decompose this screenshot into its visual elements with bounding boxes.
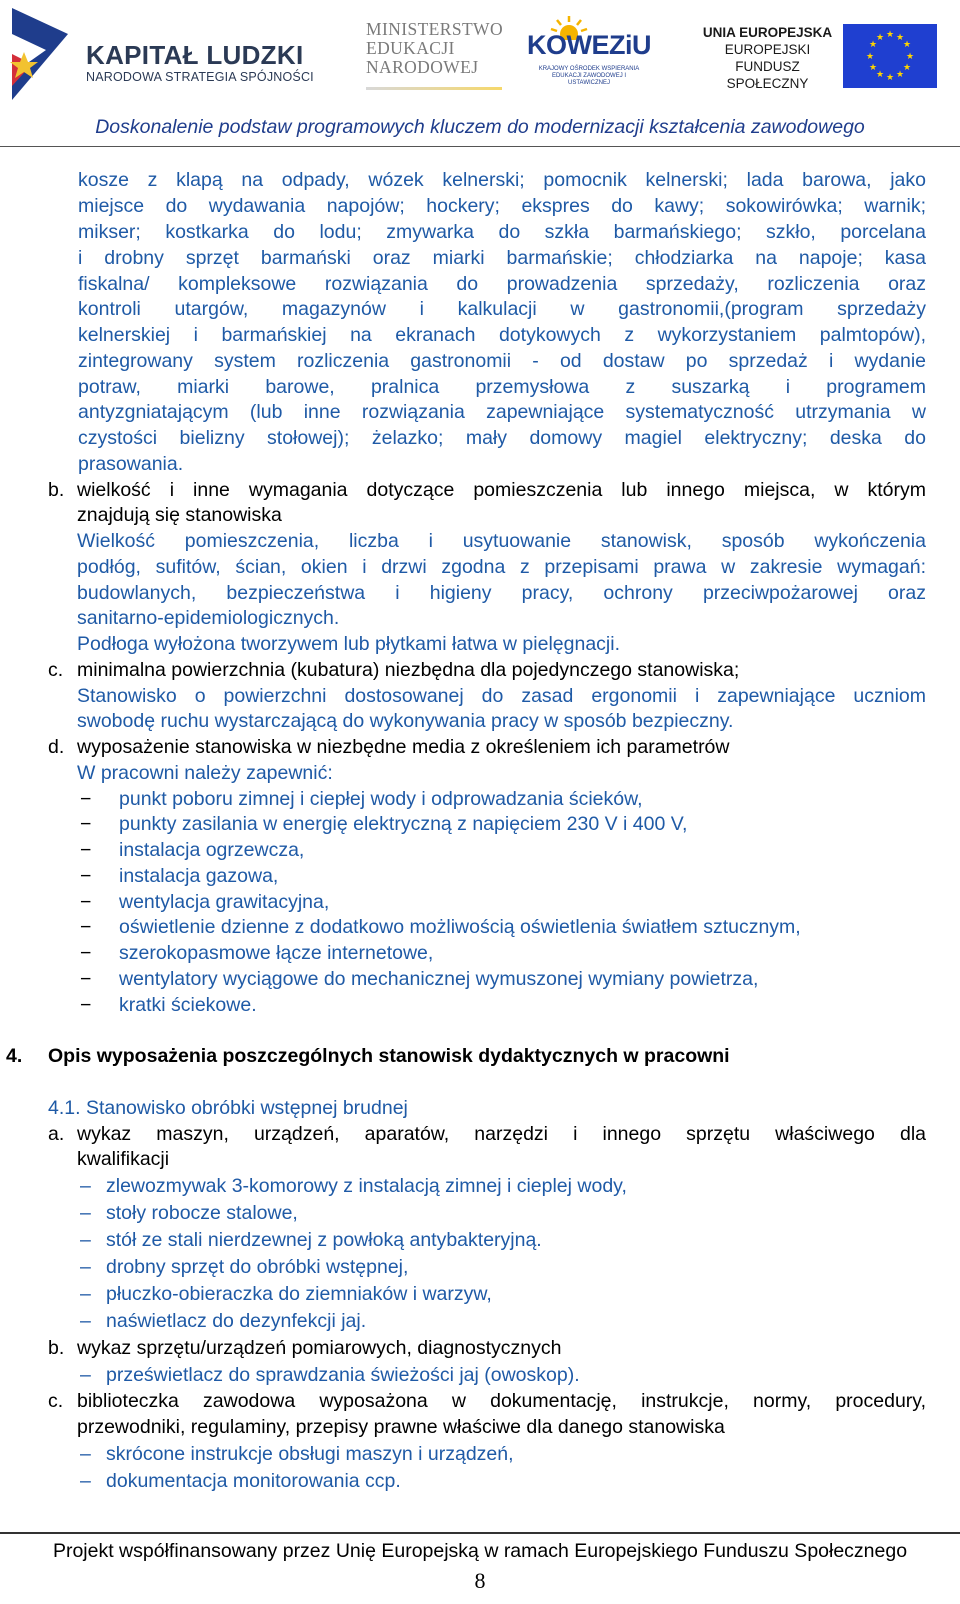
s4-item-a-heading: wykaz maszyn, urządzeń, aparatów, narzędzi i innego sprzętu właściwego dla [77, 1123, 926, 1145]
list-bullet: – [80, 1283, 91, 1305]
item-b-text: sanitarno-epidemiologicznych. [77, 607, 340, 629]
kapital-ludzki-flag-icon [6, 4, 70, 104]
item-b-text-floor: Podłoga wyłożona tworzywem lub płytkami łatwa w pielęgnacji. [77, 633, 621, 655]
s4-item-c-heading: przewodniki, regulaminy, przepisy prawne właściwe dla danego stanowiska [77, 1416, 725, 1438]
list-item: skrócone instrukcje obsługi maszyn i urządzeń, [106, 1443, 514, 1465]
item-b-text: budowlanych, bezpieczeństwa i higieny pracy, ochrony przeciwpożarowej oraz [77, 582, 926, 604]
svg-text:★: ★ [885, 30, 895, 40]
footer-divider [0, 1532, 960, 1534]
eu-text [700, 24, 835, 92]
eu-text-line-2: EUROPEJSKI [724, 42, 811, 57]
text-line: kelnerskiej i barmańskiej na ekranach dotykowych z wykorzystaniem palmtopów), [78, 324, 926, 346]
list-item: stoły robocze stalowe, [106, 1202, 298, 1224]
text-line: potraw, miarki barowe, pralnica przemysłowa z suszarką i programem [78, 376, 926, 398]
text-line: mikser; kostkarka do lodu; zmywarka do szkła barmańskiego; szkło, porcelana [78, 221, 926, 243]
list-bullet: − [80, 788, 92, 810]
list-item: wentylacja grawitacyjna, [119, 891, 330, 913]
list-bullet: – [80, 1443, 91, 1465]
kapital-ludzki-logo [6, 4, 314, 104]
list-bullet: − [80, 994, 92, 1016]
list-bullet: – [80, 1256, 91, 1278]
item-c-text: swobodę ruchu wystarczającą do wykonywania pracy w sposób bezpieczny. [77, 710, 734, 732]
svg-text:★: ★ [905, 52, 915, 62]
list-item: zlewozmywak 3-komorowy z instalacją zimnej i cieplej wody, [106, 1175, 627, 1197]
list-item: szerokopasmowe łącze internetowe, [119, 942, 434, 964]
list-item: płuczko-obieraczka do ziemniaków i warzyw, [106, 1283, 492, 1305]
list-bullet: − [80, 839, 92, 861]
item-c-heading: minimalna powierzchnia (kubatura) niezbędna dla pojedynczego stanowiska; [77, 659, 740, 681]
text-line: antyzgniatającym (lub inne rozwiązania zapewniające systematyczność utrzymania w [78, 401, 926, 423]
ministerstwo-line-1: MINISTERSTWO [366, 19, 504, 39]
subsection-4-1-title: 4.1. Stanowisko obróbki wstępnej brudnej [48, 1097, 408, 1119]
svg-text:★: ★ [885, 73, 895, 83]
s4-item-a-marker: a. [48, 1123, 65, 1145]
list-item: instalacja gazowa, [119, 865, 279, 887]
item-c-marker: c. [48, 659, 64, 681]
item-b-text: podłóg, sufitów, ścian, okien i drzwi zgodna z przepisami prawa w zakresie wymagań: [77, 556, 926, 578]
list-bullet: – [80, 1470, 91, 1492]
list-bullet: − [80, 942, 92, 964]
section-4-title: Opis wyposażenia poszczególnych stanowisk dydaktycznych w pracowni [48, 1045, 730, 1067]
list-item: stół ze stali nierdzewnej z powłoką antybakteryjną. [106, 1229, 542, 1251]
list-bullet: – [80, 1364, 91, 1386]
list-item: prześwietlacz do sprawdzania świeżości jaj (owoskop). [106, 1364, 580, 1386]
list-bullet: – [80, 1229, 91, 1251]
ministerstwo-rule [366, 87, 502, 90]
svg-text:★: ★ [902, 40, 912, 50]
header-logos [0, 0, 960, 112]
text-line: zintegrowany system rozliczenia gastronomii - od dostaw po sprzedaż i wydanie [78, 350, 926, 372]
ministerstwo-line-3: NARODOWEJ [366, 57, 479, 77]
svg-text:★: ★ [865, 52, 875, 62]
list-bullet: − [80, 813, 92, 835]
list-item: punkty zasilania w energię elektryczną z napięciem 230 V i 400 V, [119, 813, 688, 835]
list-item: wentylatory wyciągowe do mechanicznej wymuszonej wymiany powietrza, [119, 968, 759, 990]
eu-text-line-1: UNIA EUROPEJSKA [702, 25, 833, 40]
s4-item-a-heading: kwalifikacji [77, 1148, 170, 1170]
kapital-ludzki-subtitle: NARODOWA STRATEGIA SPÓJNOŚCI [86, 70, 314, 84]
page-number: 8 [474, 1568, 486, 1593]
list-item: drobny sprzęt do obróbki wstępnej, [106, 1256, 409, 1278]
list-item: oświetlenie dzienne z dodatkowo możliwością oświetlenia światłem sztucznym, [119, 916, 801, 938]
list-item: instalacja ogrzewcza, [119, 839, 305, 861]
koweziu-subtitle: KRAJOWY OŚRODEK WSPIERANIA EDUKACJI ZAWODOWEJ I USTAWICZNEJ [538, 66, 640, 86]
item-d-marker: d. [48, 736, 65, 758]
list-bullet: – [80, 1202, 91, 1224]
s4-item-b-heading: wykaz sprzętu/urządzeń pomiarowych, diagnostycznych [77, 1337, 562, 1359]
koweziu-logo [527, 16, 652, 96]
text-line: prasowania. [78, 453, 184, 475]
text-line: kontroli utargów, magazynów i kalkulacji w gastronomii,(program sprzedaży [78, 298, 926, 320]
eu-text-line-3: FUNDUSZ SPOŁECZNY [726, 59, 809, 91]
kapital-ludzki-name: KAPITAŁ LUDZKI [86, 40, 304, 70]
svg-text:★: ★ [902, 63, 912, 73]
list-bullet: – [80, 1175, 91, 1197]
item-b-marker: b. [48, 479, 65, 501]
ministerstwo-line-2: EDUKACJI [366, 38, 455, 58]
item-b-text: Wielkość pomieszczenia, liczba i usytuowanie stanowisk, sposób wykończenia [77, 530, 926, 552]
text-line: kosze z klapą na odpady, wózek kelnerski; pomocnik kelnerski; lada barowa, jako [78, 169, 926, 191]
item-d-intro: W pracowni należy zapewnić: [77, 762, 333, 784]
item-d-heading: wyposażenie stanowiska w niezbędne media z określeniem ich parametrów [77, 736, 730, 758]
section-4-number: 4. [6, 1045, 23, 1067]
svg-text:★: ★ [875, 33, 885, 43]
list-item: naświetlacz do dezynfekcji jaj. [106, 1310, 367, 1332]
svg-text:★: ★ [895, 70, 905, 80]
list-item: kratki ściekowe. [119, 994, 257, 1016]
s4-item-c-marker: c. [48, 1390, 64, 1412]
header-divider [0, 146, 960, 147]
koweziu-name: KOWEZiU [527, 30, 651, 60]
list-bullet: – [80, 1310, 91, 1332]
ministerstwo-logo [366, 20, 506, 90]
text-line: miejsce do wydawania napojów; hockery; ekspres do kawy; sokowirówka; warnik; [78, 195, 926, 217]
list-bullet: − [80, 916, 92, 938]
svg-text:★: ★ [895, 33, 905, 43]
text-line: i drobny sprzęt barmański oraz miarki barmańskie; chłodziarka na napoje; kasa [78, 247, 926, 269]
s4-item-c-heading: biblioteczka zawodowa wyposażona w dokumentację, instrukcje, normy, procedury, [77, 1390, 926, 1412]
item-b-heading: wielkość i inne wymagania dotyczące pomieszczenia lub innego miejsca, w którym [77, 479, 926, 501]
list-item: punkt poboru zimnej i ciepłej wody i odprowadzania ścieków, [119, 788, 643, 810]
eu-flag-icon [843, 24, 937, 88]
list-bullet: − [80, 968, 92, 990]
svg-text:★: ★ [875, 70, 885, 80]
svg-text:★: ★ [868, 63, 878, 73]
footer-text: Projekt współfinansowany przez Unię Europejską w ramach Europejskiego Funduszu Społecznego [52, 1540, 908, 1562]
item-c-text: Stanowisko o powierzchni dostosowanej do zasad ergonomii i zapewniające uczniom [77, 685, 926, 707]
list-bullet: − [80, 865, 92, 887]
item-b-heading: znajdują się stanowiska [77, 504, 282, 526]
text-line: czystości bielizny stołowej); żelazko; mały domowy magiel elektryczny; deska do [78, 427, 926, 449]
list-item: dokumentacja monitorowania ccp. [106, 1470, 401, 1492]
header-title: Doskonalenie podstaw programowych kluczem do modernizacji kształcenia zawodowego [95, 116, 865, 138]
text-line: fiskalna/ kompleksowe rozwiązania do prowadzenia sprzedaży, rozliczenia oraz [78, 273, 926, 295]
svg-text:★: ★ [868, 40, 878, 50]
list-bullet: − [80, 891, 92, 913]
eu-logo [700, 24, 950, 91]
s4-item-b-marker: b. [48, 1337, 65, 1359]
